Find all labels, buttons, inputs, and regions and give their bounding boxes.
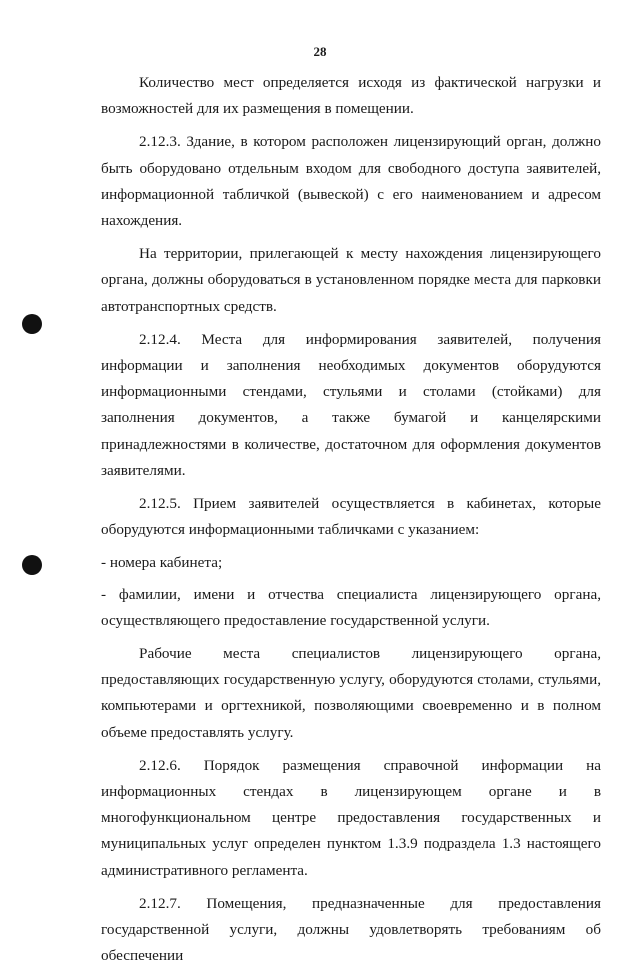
paragraph-2-12-7: 2.12.7. Помещения, предназначенные для предоставления государственной услуги, должны удовлетворять требованиям об обеспечении bbox=[101, 894, 601, 965]
paragraph-2-12-6: 2.12.6. Порядок размещения справочной информации на информационных стендах в лицензирующем органе и в многофункциональном центре предоставления государственных и муниципальных услуг определен пунктом 1.3.9 подраздела 1.3 настоящего административного регламента. bbox=[101, 756, 601, 879]
list-item-specialist-name: - фамилии, имени и отчества специалиста лицензирующего органа, осуществляющего предоставление государственной услуги. bbox=[101, 585, 601, 629]
page-body bbox=[101, 70, 601, 977]
paragraph-workplaces: Рабочие места специалистов лицензирующего органа, предоставляющих государственную услугу, оборудуются столами, стульями, компьютерами и оргтехникой, позволяющими своевременно и в полном объеме предоставлять услугу. bbox=[101, 645, 601, 741]
list-item-room-number: - номера кабинета; bbox=[101, 554, 223, 572]
paragraph-2-12-4: 2.12.4. Места для информирования заявителей, получения информации и заполнения необходимых документов оборудуются информационными стендами, стульями и столами (стойками) для заполнения документов, а также бумагой и канцелярскими принадлежностями в количестве, достаточном для оформления документов заявителями. bbox=[101, 330, 601, 479]
paragraph-2-12-5: 2.12.5. Прием заявителей осуществляется в кабинетах, которые оборудуются информационными табличками с указанием: bbox=[101, 495, 601, 539]
punch-hole-bottom bbox=[22, 555, 42, 575]
punch-hole-top bbox=[22, 314, 42, 334]
paragraph-seating-capacity: Количество мест определяется исходя из фактической нагрузки и возможностей для их размещения в помещении. bbox=[101, 74, 601, 118]
paragraph-2-12-3: 2.12.3. Здание, в котором расположен лицензирующий орган, должно быть оборудовано отдельным входом для свободного доступа заявителей, информационной табличкой (вывеской) с его наименованием и адресом нахождения. bbox=[101, 133, 601, 230]
page-number: 28 bbox=[313, 44, 327, 59]
paragraph-parking: На территории, прилегающей к месту нахождения лицензирующего органа, должны оборудоваться в установленном порядке места для парковки автотранспортных средств. bbox=[101, 245, 601, 315]
